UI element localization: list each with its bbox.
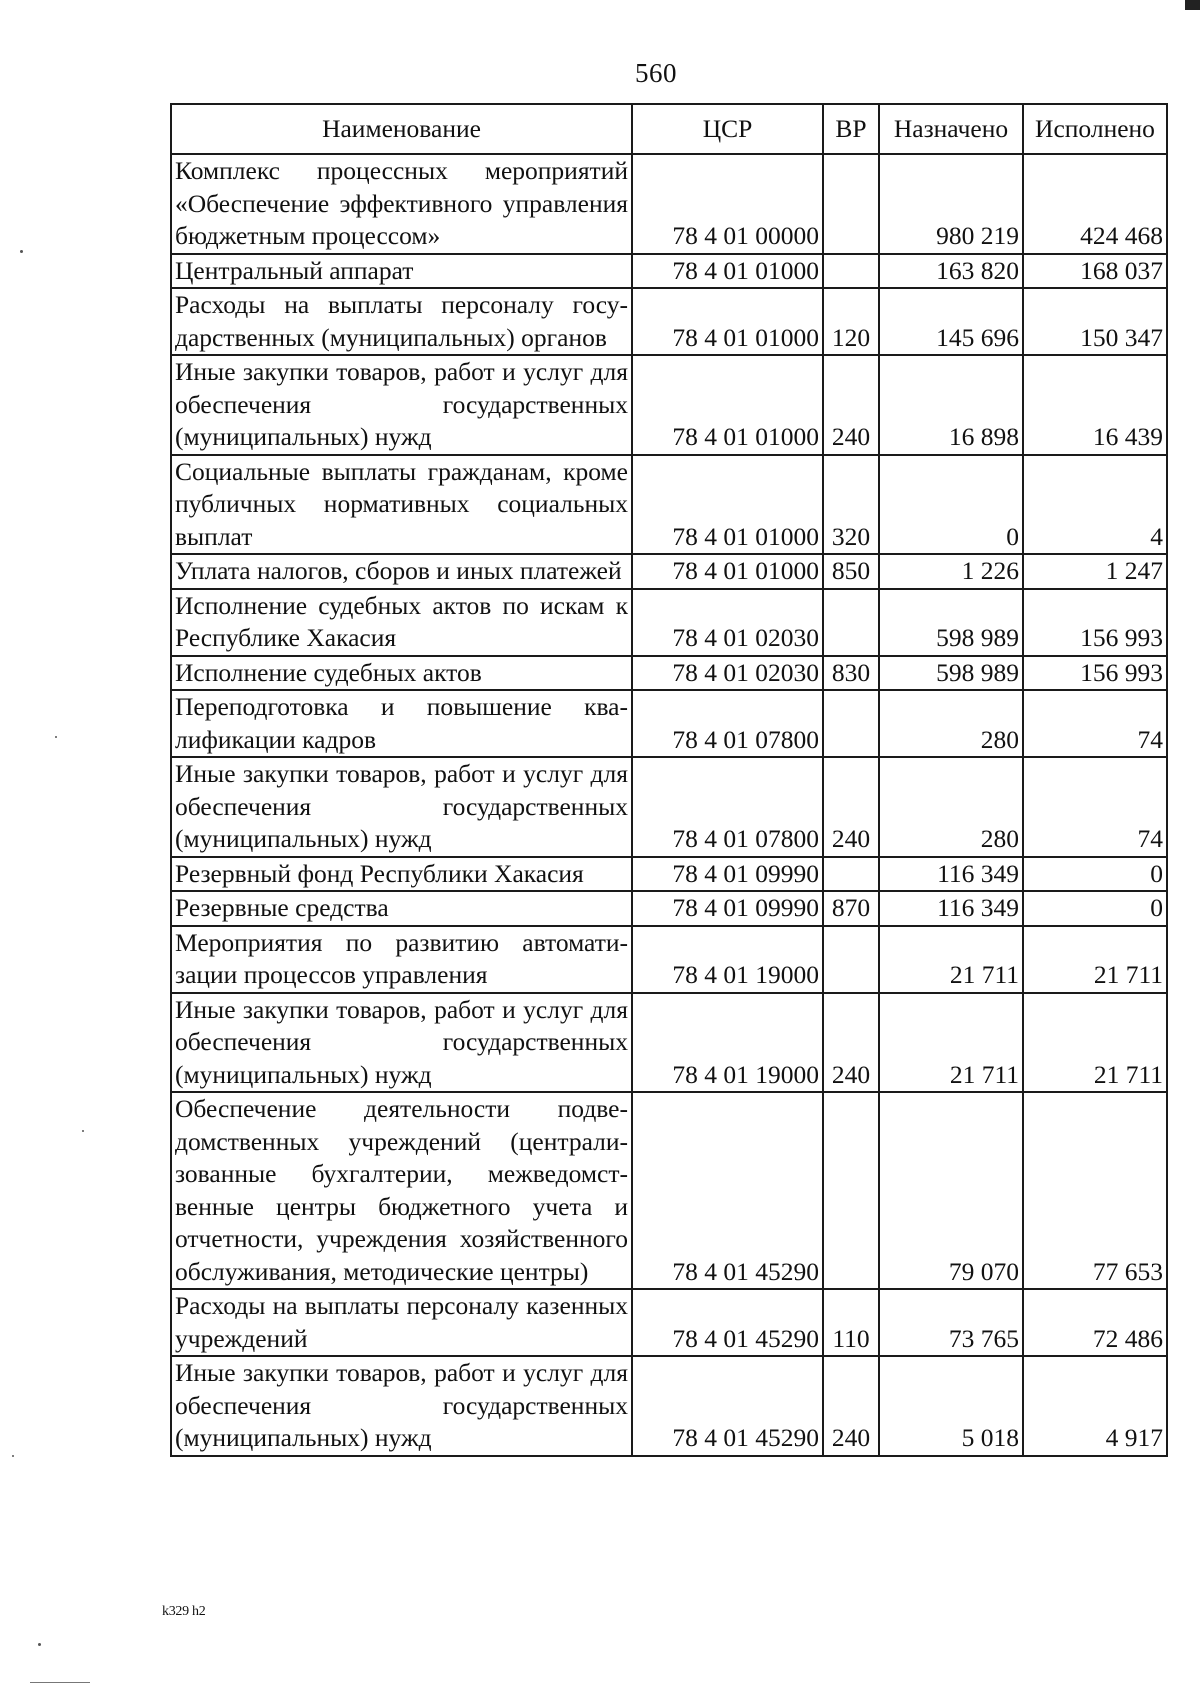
row-name-cell: Обеспечение деятельности подведомственных учреждений (централизованные бухгалтерии, межведомственные центры бюджетного учета и отчетности, учреждения хозяйственного обслуживания, методические центры) — [171, 1092, 632, 1289]
scan-speck — [20, 250, 23, 253]
table-header-row — [171, 104, 1167, 154]
row-csr-cell: 78 4 01 02030 — [632, 656, 823, 691]
table-row — [171, 288, 1167, 355]
row-executed-cell: 156 993 — [1023, 656, 1167, 691]
row-csr-cell: 78 4 01 07800 — [632, 690, 823, 757]
row-csr-cell: 78 4 01 01000 — [632, 554, 823, 589]
row-vr-cell — [823, 1092, 879, 1289]
row-executed-cell: 4 917 — [1023, 1356, 1167, 1456]
row-assigned-cell: 73 765 — [879, 1289, 1023, 1356]
row-vr-cell — [823, 254, 879, 289]
row-name-cell: Мероприятия по развитию автоматизации процессов управления — [171, 926, 632, 993]
row-executed-cell: 168 037 — [1023, 254, 1167, 289]
row-name-cell: Расходы на выплаты персоналу казенных учреждений — [171, 1289, 632, 1356]
row-executed-cell: 16 439 — [1023, 355, 1167, 455]
row-assigned-cell: 598 989 — [879, 656, 1023, 691]
row-executed-cell: 1 247 — [1023, 554, 1167, 589]
header-csr: ЦСР — [632, 104, 823, 154]
table-row — [171, 656, 1167, 691]
row-name-cell: Резервные средства — [171, 891, 632, 926]
row-name-cell: Иные закупки товаров, работ и услуг для обеспечения государственных (муниципальных) нужд — [171, 355, 632, 455]
row-name-cell: Исполнение судебных актов по искам к Республике Хакасия — [171, 589, 632, 656]
table-row — [171, 891, 1167, 926]
table-row — [171, 857, 1167, 892]
scan-speck — [55, 736, 57, 738]
row-executed-cell: 21 711 — [1023, 993, 1167, 1093]
row-vr-cell: 850 — [823, 554, 879, 589]
row-csr-cell: 78 4 01 09990 — [632, 857, 823, 892]
row-name-cell: Комплекс процессных мероприятий «Обеспечение эффективного управления бюджетным процессом» — [171, 154, 632, 254]
row-assigned-cell: 1 226 — [879, 554, 1023, 589]
budget-execution-table — [170, 103, 1168, 1457]
row-vr-cell — [823, 589, 879, 656]
row-name-cell: Центральный аппарат — [171, 254, 632, 289]
row-assigned-cell: 116 349 — [879, 857, 1023, 892]
row-executed-cell: 74 — [1023, 757, 1167, 857]
row-csr-cell: 78 4 01 01000 — [632, 355, 823, 455]
row-vr-cell — [823, 926, 879, 993]
row-csr-cell: 78 4 01 19000 — [632, 993, 823, 1093]
row-vr-cell — [823, 857, 879, 892]
footer-code: k329 h2 — [162, 1604, 206, 1619]
row-vr-cell: 240 — [823, 993, 879, 1093]
table-row — [171, 254, 1167, 289]
row-csr-cell: 78 4 01 02030 — [632, 589, 823, 656]
page-number: 560 — [635, 58, 677, 88]
header-name: Наименование — [171, 104, 632, 154]
table-row — [171, 757, 1167, 857]
header-vr: ВР — [823, 104, 879, 154]
row-csr-cell: 78 4 01 07800 — [632, 757, 823, 857]
header-executed: Исполнено — [1023, 104, 1167, 154]
table-row — [171, 993, 1167, 1093]
table-row — [171, 1289, 1167, 1356]
scan-edge-mark — [1185, 0, 1200, 10]
row-assigned-cell: 980 219 — [879, 154, 1023, 254]
scan-speck — [82, 1130, 84, 1132]
row-name-cell: Исполнение судебных актов — [171, 656, 632, 691]
table-row — [171, 154, 1167, 254]
row-assigned-cell: 16 898 — [879, 355, 1023, 455]
row-csr-cell: 78 4 01 45290 — [632, 1289, 823, 1356]
row-executed-cell: 77 653 — [1023, 1092, 1167, 1289]
row-assigned-cell: 5 018 — [879, 1356, 1023, 1456]
row-assigned-cell: 116 349 — [879, 891, 1023, 926]
row-vr-cell: 870 — [823, 891, 879, 926]
scan-edge-mark — [30, 1682, 90, 1683]
row-executed-cell: 424 468 — [1023, 154, 1167, 254]
row-executed-cell: 4 — [1023, 455, 1167, 555]
row-name-cell: Переподготовка и повышение квалификации кадров — [171, 690, 632, 757]
row-csr-cell: 78 4 01 09990 — [632, 891, 823, 926]
row-assigned-cell: 145 696 — [879, 288, 1023, 355]
row-vr-cell — [823, 690, 879, 757]
row-executed-cell: 156 993 — [1023, 589, 1167, 656]
row-executed-cell: 74 — [1023, 690, 1167, 757]
row-name-cell: Расходы на выплаты персоналу государственных (муниципальных) органов — [171, 288, 632, 355]
scan-speck — [38, 1643, 41, 1646]
row-csr-cell: 78 4 01 01000 — [632, 254, 823, 289]
row-csr-cell: 78 4 01 45290 — [632, 1092, 823, 1289]
row-vr-cell: 830 — [823, 656, 879, 691]
scan-speck — [12, 1455, 14, 1457]
table-row — [171, 690, 1167, 757]
row-vr-cell — [823, 154, 879, 254]
row-vr-cell: 240 — [823, 757, 879, 857]
row-vr-cell: 320 — [823, 455, 879, 555]
row-vr-cell: 240 — [823, 1356, 879, 1456]
row-csr-cell: 78 4 01 01000 — [632, 455, 823, 555]
row-name-cell: Иные закупки товаров, работ и услуг для обеспечения государственных (муниципальных) нужд — [171, 757, 632, 857]
table-row — [171, 554, 1167, 589]
table-row — [171, 1356, 1167, 1456]
row-csr-cell: 78 4 01 19000 — [632, 926, 823, 993]
row-executed-cell: 0 — [1023, 891, 1167, 926]
row-name-cell: Иные закупки товаров, работ и услуг для обеспечения государственных (муниципальных) нужд — [171, 1356, 632, 1456]
row-name-cell: Иные закупки товаров, работ и услуг для обеспечения государственных (муниципальных) нужд — [171, 993, 632, 1093]
row-vr-cell: 110 — [823, 1289, 879, 1356]
table-row — [171, 926, 1167, 993]
row-csr-cell: 78 4 01 45290 — [632, 1356, 823, 1456]
row-assigned-cell: 163 820 — [879, 254, 1023, 289]
table-row — [171, 1092, 1167, 1289]
row-assigned-cell: 280 — [879, 690, 1023, 757]
row-vr-cell: 120 — [823, 288, 879, 355]
row-assigned-cell: 598 989 — [879, 589, 1023, 656]
header-assigned: Назначено — [879, 104, 1023, 154]
row-csr-cell: 78 4 01 00000 — [632, 154, 823, 254]
table-row — [171, 355, 1167, 455]
row-csr-cell: 78 4 01 01000 — [632, 288, 823, 355]
table-row — [171, 589, 1167, 656]
row-executed-cell: 72 486 — [1023, 1289, 1167, 1356]
row-assigned-cell: 79 070 — [879, 1092, 1023, 1289]
row-name-cell: Социальные выплаты гражданам, кроме публичных нормативных социальных выплат — [171, 455, 632, 555]
row-assigned-cell: 280 — [879, 757, 1023, 857]
row-assigned-cell: 21 711 — [879, 926, 1023, 993]
row-assigned-cell: 0 — [879, 455, 1023, 555]
table-row — [171, 455, 1167, 555]
table-body — [171, 154, 1167, 1456]
row-name-cell: Уплата налогов, сборов и иных платежей — [171, 554, 632, 589]
row-assigned-cell: 21 711 — [879, 993, 1023, 1093]
row-executed-cell: 0 — [1023, 857, 1167, 892]
row-executed-cell: 21 711 — [1023, 926, 1167, 993]
row-executed-cell: 150 347 — [1023, 288, 1167, 355]
row-vr-cell: 240 — [823, 355, 879, 455]
row-name-cell: Резервный фонд Республики Хакасия — [171, 857, 632, 892]
